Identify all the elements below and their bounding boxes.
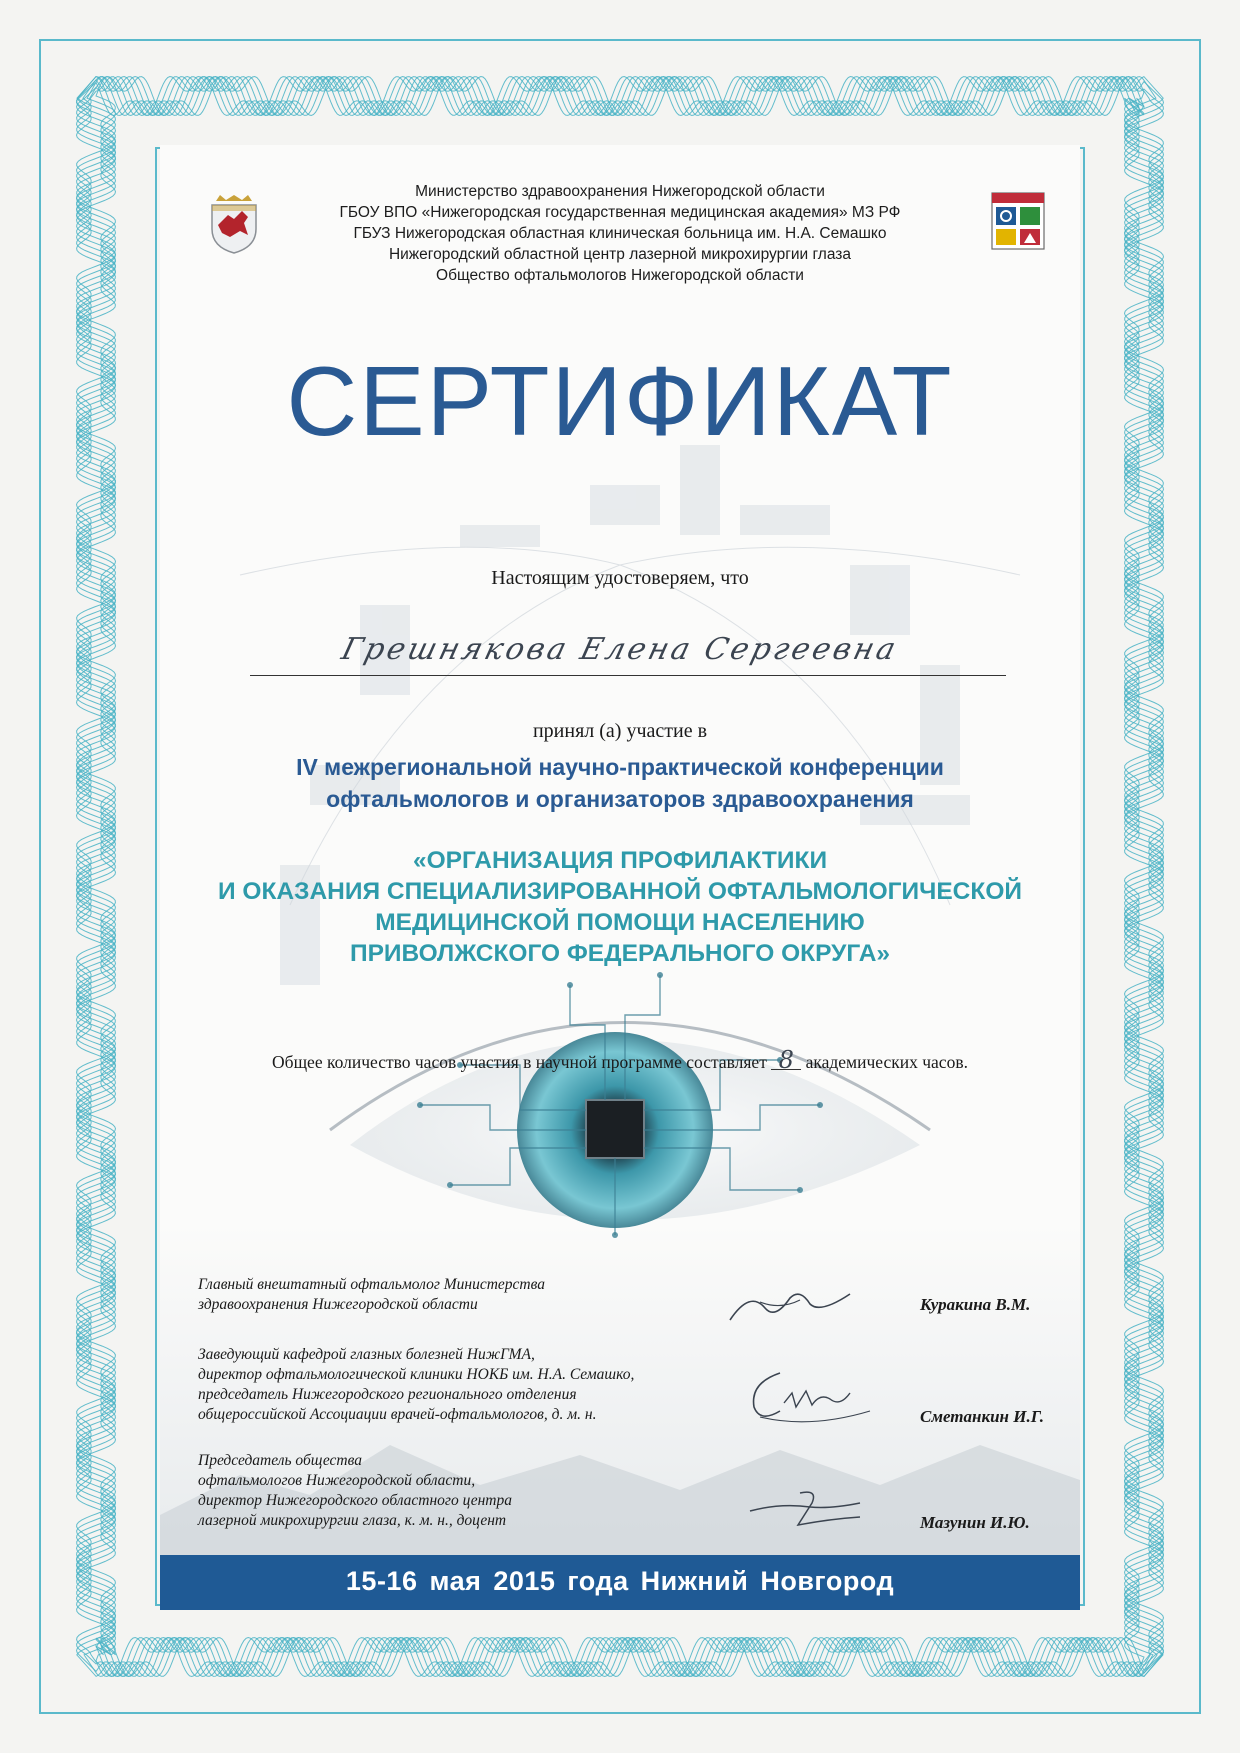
- conference-name: [160, 751, 1080, 815]
- date-place: 15-16 мая 2015 года Нижний Новгород: [345, 1566, 895, 1596]
- signatory-position: [198, 1275, 698, 1315]
- position-line: Заведующий кафедрой глазных болезней НижГМА,: [198, 1346, 535, 1363]
- topic-line: «ОРГАНИЗАЦИЯ ПРОФИЛАКТИКИ: [412, 847, 828, 874]
- position-line: Главный внештатный офтальмолог Министерства: [198, 1276, 545, 1293]
- hours-statement: [160, 1046, 1080, 1074]
- position-line: председатель Нижегородского регионального отделения: [198, 1386, 577, 1403]
- signatory-name: Куракина В.М.: [920, 1295, 1031, 1314]
- signatory-position: [198, 1451, 698, 1531]
- position-line: директор офтальмологической клиники НОКБ им. Н.А. Семашко,: [198, 1366, 635, 1383]
- participated-text: принял (а) участие в: [532, 720, 708, 742]
- signature-kurakina: [720, 1280, 860, 1330]
- conference-topic: [160, 845, 1080, 969]
- hours-prefix: Общее количество часов участия в научной программе составляет: [272, 1052, 767, 1072]
- topic-line: И ОКАЗАНИЯ СПЕЦИАЛИЗИРОВАННОЙ ОФТАЛЬМОЛОГИЧЕСКОЙ: [218, 878, 1022, 905]
- issuer-line: ГБОУ ВПО «Нижегородская государственная медицинская академия» МЗ РФ: [339, 204, 901, 221]
- position-line: офтальмологов Нижегородской области,: [198, 1472, 476, 1489]
- attest-text: Настоящим удостоверяем, что: [491, 567, 749, 589]
- position-line: Председатель общества: [198, 1452, 362, 1469]
- position-line: общероссийской Ассоциации врачей-офтальмологов, д. м. н.: [198, 1406, 597, 1423]
- position-line: директор Нижегородского областного центра: [198, 1492, 513, 1509]
- certificate-title: СЕРТИФИКАТ: [286, 346, 954, 456]
- issuer-line: Общество офтальмологов Нижегородской области: [436, 267, 804, 284]
- signatory-name: Сметанкин И.Г.: [920, 1407, 1044, 1426]
- conference-line: IV межрегиональной научно-практической конференции: [296, 754, 944, 780]
- signature-smetankin: [740, 1363, 880, 1433]
- participant-name-handwritten: Грешнякова Елена Сергеевна: [337, 632, 903, 667]
- signatory-position: [198, 1345, 698, 1425]
- hours-value: 8: [771, 1051, 801, 1070]
- certificate-body: [160, 145, 1080, 1610]
- issuer-line: Нижегородский областной центр лазерной микрохирургии глаза: [388, 246, 852, 263]
- position-line: здравоохранения Нижегородской области: [198, 1296, 478, 1313]
- signatory-name: Мазунин И.Ю.: [920, 1513, 1030, 1532]
- topic-line: ПРИВОЛЖСКОГО ФЕДЕРАЛЬНОГО ОКРУГА»: [349, 940, 891, 967]
- signature-mazunin: [740, 1483, 890, 1533]
- position-line: лазерной микрохирургии глаза, к. м. н., доцент: [198, 1512, 507, 1529]
- conference-line: офтальмологов и организаторов здравоохранения: [326, 786, 914, 812]
- issuer-line: ГБУЗ Нижегородская областная клиническая больница им. Н.А. Семашко: [353, 225, 887, 242]
- eye-artwork: [330, 972, 930, 1238]
- topic-line: МЕДИЦИНСКОЙ ПОМОЩИ НАСЕЛЕНИЮ: [375, 909, 865, 936]
- issuer-header: [160, 181, 1080, 286]
- name-underline: [250, 675, 1006, 676]
- issuer-line: Министерство здравоохранения Нижегородской области: [415, 183, 825, 200]
- hours-suffix: академических часов.: [805, 1052, 968, 1072]
